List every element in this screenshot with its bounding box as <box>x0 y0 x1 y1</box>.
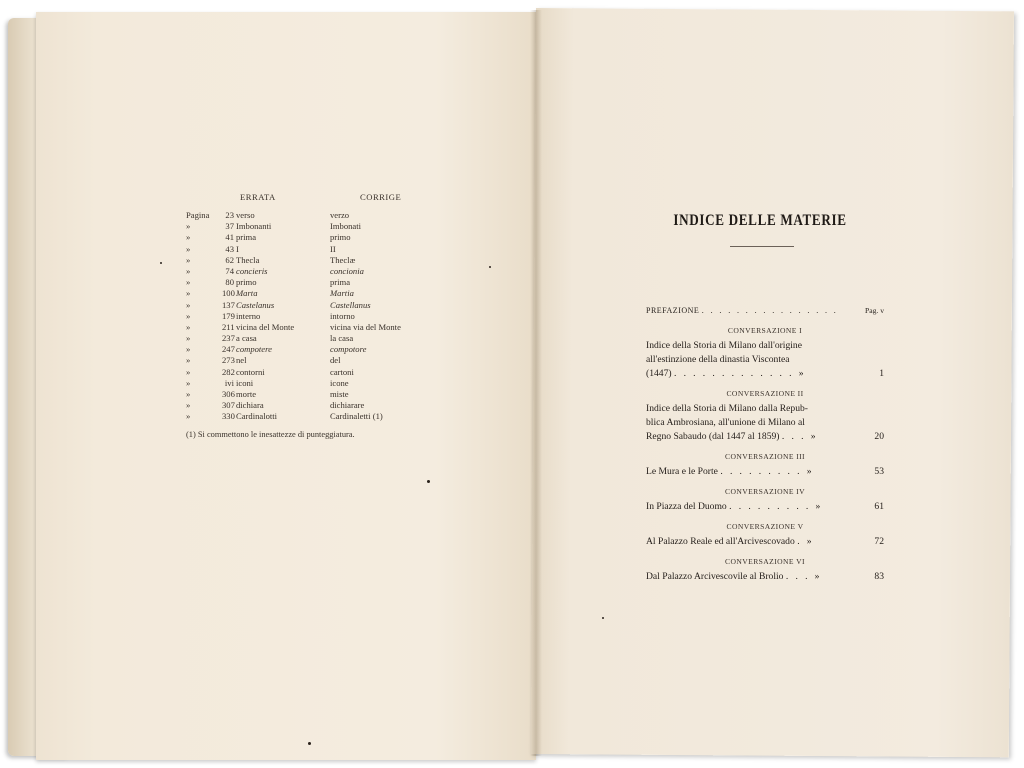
errata-correct-text: dichiarare <box>330 400 365 411</box>
toc-entry-text: Regno Sabaudo (dal 1447 al 1859) . . . » <box>646 431 818 442</box>
errata-page-label: Pagina <box>186 210 210 220</box>
errata-row <box>186 277 436 288</box>
errata-correct-text: primo <box>330 232 351 243</box>
toc-entry-text: Dal Palazzo Arcivescovile al Broliо . . . » <box>646 571 822 582</box>
errata-row <box>186 333 436 344</box>
toc-leader-dots: . » <box>797 536 814 547</box>
errata-wrong-text: compotere <box>236 344 272 355</box>
errata-page-number: 330 <box>222 411 235 422</box>
toc-entry <box>646 500 884 514</box>
errata-wrong-text: I <box>236 243 239 254</box>
index-title: INDICE DELLE MATERIE <box>673 212 847 229</box>
toc-spacer <box>646 584 884 588</box>
book-gutter <box>530 10 542 756</box>
toc-entry-text: Le Mura e le Porte . . . . . . . . . » <box>646 466 814 477</box>
toc-entry-text: blica Ambrosiana, all'unione di Milano al <box>646 417 805 428</box>
errata-row <box>186 344 436 355</box>
paper-speck <box>308 742 311 745</box>
toc-section-heading: CONVERSAZIONE VI <box>725 557 805 566</box>
corrige-heading: CORRIGE <box>360 192 402 202</box>
paper-speck <box>602 617 604 619</box>
toc-section-heading: CONVERSAZIONE II <box>726 389 804 398</box>
errata-page-number: 179 <box>222 310 235 321</box>
errata-row <box>186 389 436 400</box>
errata-correct-text: Theclæ <box>330 254 356 265</box>
errata-row <box>186 244 436 255</box>
errata-correct-text: Castellanus <box>330 299 371 310</box>
errata-correct-text: la casa <box>330 333 354 344</box>
errata-row <box>186 255 436 266</box>
toc-spacer <box>646 479 884 483</box>
errata-page-number: 37 <box>225 221 234 232</box>
errata-page-number: 247 <box>222 344 235 355</box>
toc-entry-text: Al Palazzo Reale ed all'Arcivescovado . » <box>646 536 814 547</box>
errata-wrong-text: prima <box>236 232 257 243</box>
errata-page-label: » <box>186 389 191 399</box>
title-rule <box>730 246 794 247</box>
toc-entry <box>646 570 884 584</box>
errata-row <box>186 411 436 422</box>
toc-leader-dots: . . . . . . . . . . . . . . . . <box>701 306 839 315</box>
toc-leader-dots: . . . . . . . . . » <box>729 501 823 512</box>
errata-page-label: » <box>186 277 191 288</box>
toc-page-number: 20 <box>874 431 884 442</box>
errata-correct-text: icone <box>330 377 349 388</box>
errata-page-label: » <box>186 221 191 232</box>
errata-wrong-text: Thecla <box>236 254 260 265</box>
errata-correct-text: Martia <box>330 288 354 299</box>
toc-leader-dots: . . . . . . . . . . . . . » <box>673 368 806 379</box>
toc-section-heading: CONVERSAZIONE IV <box>724 487 805 496</box>
errata-wrong-text: a casa <box>236 333 257 344</box>
errata-page-number: 307 <box>222 400 235 411</box>
toc-page-number: 53 <box>874 466 884 477</box>
errata-row <box>186 210 436 221</box>
errata-row <box>186 232 436 243</box>
errata-correct-text: Imbonati <box>330 221 362 232</box>
errata-correct-text: del <box>330 355 341 366</box>
errata-correct-text: prima <box>330 277 351 288</box>
errata-page-label: » <box>186 400 191 411</box>
toc-section-heading: CONVERSAZIONE I <box>727 326 803 335</box>
toc-spacer <box>646 549 884 553</box>
errata-page-label: » <box>186 321 191 332</box>
errata-correct-text: Cardinaletti (1) <box>330 411 383 422</box>
toc-entry-text: (1447) . . . . . . . . . . . . . » <box>646 368 806 379</box>
toc-section-heading: CONVERSAZIONE V <box>726 522 804 531</box>
toc-spacer <box>646 444 884 448</box>
toc-entry-text: Indice della Storia di Milano dalla Repub- <box>646 403 808 414</box>
errata-correct-text: intorno <box>330 310 355 321</box>
toc-page-number: Pag. v <box>865 306 884 315</box>
errata-row <box>186 300 436 311</box>
errata-wrong-text: interno <box>236 310 261 321</box>
toc-leader-dots: . . . » <box>785 571 822 582</box>
errata-page-label: » <box>186 288 191 299</box>
errata-header <box>186 192 436 210</box>
errata-page-number: 23 <box>225 210 234 220</box>
table-of-contents <box>646 304 884 588</box>
errata-wrong-text: Imbonanti <box>236 221 272 232</box>
errata-page-number: 273 <box>222 355 235 366</box>
toc-entry <box>646 465 884 479</box>
errata-wrong-text: primo <box>236 277 257 288</box>
toc-page-number: 61 <box>874 501 884 512</box>
errata-correct-text: verzo <box>330 210 350 220</box>
errata-page-label: » <box>186 333 191 344</box>
errata-heading: ERRATA <box>240 192 276 202</box>
errata-page-number: 282 <box>222 366 235 377</box>
errata-page-number: 211 <box>222 321 235 332</box>
toc-page-number: 1 <box>879 368 884 379</box>
errata-page-label: » <box>186 254 191 265</box>
errata-row <box>186 266 436 277</box>
toc-spacer <box>646 381 884 385</box>
errata-correct-text: compotore <box>330 344 367 355</box>
errata-page-number: 74 <box>225 265 234 276</box>
errata-wrong-text: morte <box>236 389 257 399</box>
errata-wrong-text: nel <box>236 355 247 366</box>
toc-page-number: 83 <box>874 571 884 582</box>
toc-entry <box>646 402 884 444</box>
errata-page-label: » <box>186 232 191 243</box>
errata-wrong-text: vicina del Monte <box>236 321 295 332</box>
errata-wrong-text: iconi <box>236 377 254 388</box>
toc-entry <box>646 535 884 549</box>
toc-section-heading: CONVERSAZIONE III <box>725 452 805 461</box>
toc-leader-dots: . . . » <box>781 431 818 442</box>
errata-page-number: 237 <box>222 333 235 344</box>
errata-row <box>186 355 436 366</box>
errata-correct-text: miste <box>330 389 349 399</box>
toc-entry <box>646 339 884 381</box>
errata-page-number: ivi <box>224 377 234 388</box>
errata-wrong-text: verso <box>236 210 255 220</box>
errata-row <box>186 367 436 378</box>
errata-page-number: 137 <box>222 299 235 310</box>
errata-page-number: 80 <box>225 277 234 288</box>
errata-page-label: » <box>186 411 191 422</box>
errata-correct-text: vicina via del Monte <box>330 321 401 332</box>
errata-page-label: » <box>186 265 191 276</box>
errata-row <box>186 288 436 299</box>
errata-correct-text: cartoni <box>330 366 354 377</box>
toc-entry-text: PREFAZIONE . . . . . . . . . . . . . . . . <box>646 306 839 315</box>
errata-corrige-table <box>186 192 436 440</box>
errata-row <box>186 221 436 232</box>
errata-page-label: » <box>186 377 191 388</box>
errata-page-label: » <box>186 310 191 321</box>
errata-page-number: 62 <box>225 254 234 265</box>
errata-page-number: 306 <box>222 389 235 399</box>
errata-page-label: » <box>186 299 191 310</box>
errata-page-label: » <box>186 243 191 254</box>
toc-entry-text: In Piazza del Duomo . . . . . . . . . » <box>646 501 823 512</box>
errata-page-label: » <box>186 366 191 377</box>
errata-row <box>186 400 436 411</box>
toc-page-number: 72 <box>874 536 884 547</box>
errata-row <box>186 322 436 333</box>
toc-entry-text: Indice della Storia di Milano dall'origine <box>646 340 802 351</box>
errata-wrong-text: contorni <box>236 366 265 377</box>
toc-entry <box>646 304 884 318</box>
errata-correct-text: concionia <box>330 265 364 276</box>
errata-page-label: » <box>186 344 191 355</box>
errata-wrong-text: dichiara <box>236 400 264 411</box>
errata-rows <box>186 210 436 423</box>
errata-wrong-text: Cardinalotti <box>236 411 278 422</box>
errata-page-number: 43 <box>225 243 234 254</box>
paper-speck <box>160 262 162 264</box>
toc-spacer <box>646 318 884 322</box>
errata-correct-text: II <box>330 243 336 254</box>
errata-wrong-text: Castelanus <box>236 299 275 310</box>
toc-spacer <box>646 514 884 518</box>
errata-wrong-text: concieris <box>236 265 268 276</box>
errata-wrong-text: Marta <box>236 288 258 299</box>
errata-page-number: 41 <box>225 232 234 243</box>
paper-speck <box>489 266 491 268</box>
errata-row <box>186 311 436 322</box>
toc-entry-text: all'estinzione della dinastia Viscontea <box>646 354 790 365</box>
paper-speck <box>427 480 430 483</box>
errata-page-label: » <box>186 355 191 366</box>
errata-footnote: (1) Si commettono le inesattezze di punteggiatura. <box>186 429 355 439</box>
toc-leader-dots: . . . . . . . . . » <box>720 466 814 477</box>
errata-row <box>186 378 436 389</box>
errata-page-number: 100 <box>222 288 235 299</box>
